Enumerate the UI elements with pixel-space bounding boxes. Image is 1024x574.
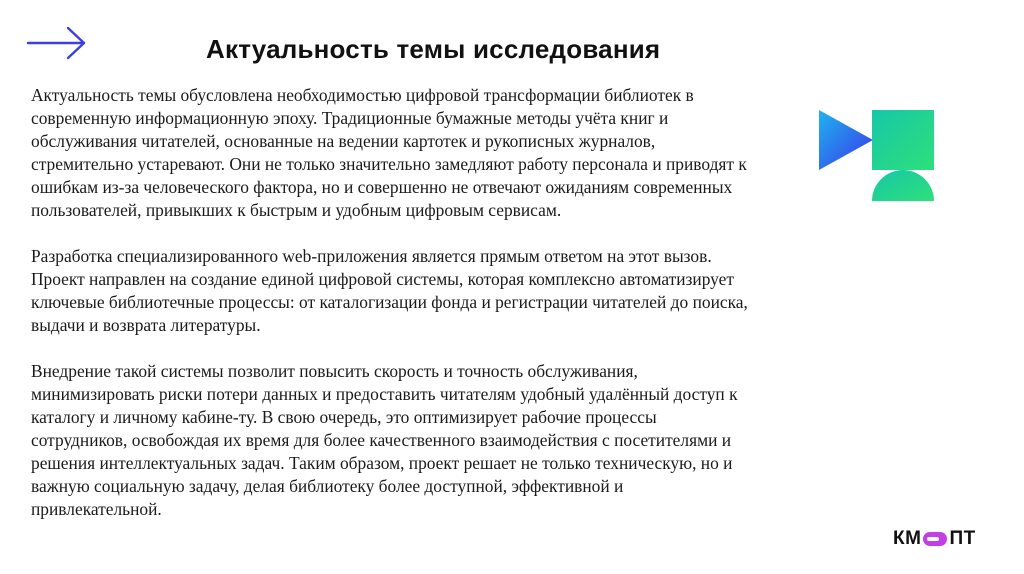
paragraph-development: Разработка специализированного web-приложения является прямым ответом на этот вызов. Проект направлен на создание единой цифровой системы, которая комплексно автоматизирует ключевые библиотечные процессы: от каталогизации фонда и регистрации читателей до поиска, выдачи и возврата литературы.	[31, 246, 748, 335]
logo-mark-icon	[922, 531, 948, 547]
paragraph-relevance: Актуальность темы обусловлена необходимостью цифровой трансформации библиотек в современную информационную эпоху. Традиционные бумажные методы учёта книг и обслуживания читателей, основанные на ведении картотек и рукописных журналов, стремительно устаревают. Они не только значительно замедляют работу персонала и приводят к ошибкам из-за человеческого фактора, но и совершенно не отвечают ожиданиям современных пользователей, привыкших к быстрым и удобным цифровым сервисам.	[31, 85, 747, 220]
play-emblem-icon	[819, 110, 935, 202]
slide-title: Актуальность темы исследования	[206, 34, 661, 64]
paragraph-implementation: Внедрение такой системы позволит повысить скорость и точность обслуживания, минимизировать риски потери данных и предоставить читателям удобный удалённый доступ к каталогу и личному кабине-ту. В свою очередь, это оптимизирует рабочие процессы сотрудников, освобождая их время для более качественного взаимодействия с посетителями и решения интеллектуальных задач. Таким образом, проект решает не только техническую, но и важную социальную задачу, делая библиотеку более доступной, эффективной и привлекательной.	[31, 361, 738, 519]
logo-text-left: КМ	[893, 528, 922, 549]
kmpt-logo	[893, 527, 976, 551]
body-text	[31, 84, 751, 544]
arrow-right-icon	[26, 26, 88, 60]
logo-text-right: ПТ	[949, 528, 976, 549]
